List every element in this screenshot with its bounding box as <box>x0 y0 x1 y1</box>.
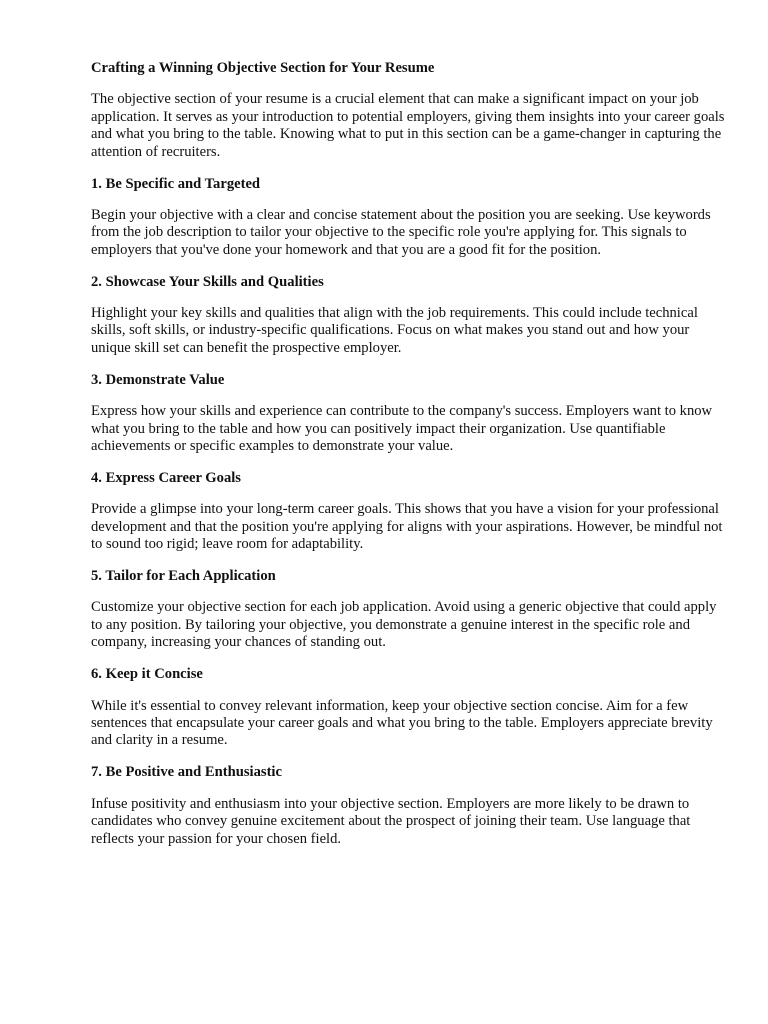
section-5 <box>91 568 731 652</box>
section-body: Provide a glimpse into your long-term career goals. This shows that you have a vision for your professional development and that the position you're applying for aligns with your aspirations. However, be mindful not to sound too rigid; leave room for adaptability. <box>91 501 723 553</box>
section-heading: 1. Be Specific and Targeted <box>91 175 261 192</box>
section-7 <box>91 764 731 848</box>
section-2 <box>91 274 731 358</box>
section-body: Customize your objective section for each job application. Avoid using a generic objective that could apply to any position. By tailoring your objective, you demonstrate a genuine interest in the specific role and company, increasing your chances of standing out. <box>91 599 717 651</box>
section-1 <box>91 176 731 260</box>
section-body: Begin your objective with a clear and concise statement about the position you are seeking. Use keywords from the job description to tailor your objective to the specific role you're applying for. This signals to employers that you've done your homework and that you are a good fit for the position. <box>91 206 711 258</box>
section-heading: 7. Be Positive and Enthusiastic <box>91 764 282 781</box>
section-heading: 2. Showcase Your Skills and Qualities <box>91 273 324 290</box>
document-page <box>91 60 731 862</box>
section-heading: 6. Keep it Concise <box>91 666 203 683</box>
section-body: While it's essential to convey relevant information, keep your objective section concise. Aim for a few sentences that encapsulate your career goals and what you bring to the table. Employers appreciate brevity and clarity in a resume. <box>91 697 713 749</box>
intro-paragraph: The objective section of your resume is a crucial element that can make a significant impact on your job application. It serves as your introduction to potential employers, giving them insights into your career goals and what you bring to the table. Knowing what to put in this section can be a game-changer in capturing the attention of recruiters. <box>91 91 725 160</box>
section-4 <box>91 470 731 554</box>
section-body: Express how your skills and experience can contribute to the company's success. Employers want to know what you bring to the table and how you can positively impact their organization. Use quantifiable achievements or specific examples to demonstrate your value. <box>91 403 713 454</box>
section-heading: 3. Demonstrate Value <box>91 371 225 388</box>
section-body: Highlight your key skills and qualities that align with the job requirements. This could include technical skills, soft skills, or industry-specific qualifications. Focus on what makes you stand out and how your unique skill set can benefit the prospective employer. <box>91 305 698 356</box>
section-body: Infuse positivity and enthusiasm into your objective section. Employers are more likely to be drawn to candidates who convey genuine excitement about the prospect of joining their team. Use language that reflects your passion for your chosen field. <box>91 795 691 847</box>
section-3 <box>91 372 731 456</box>
section-heading: 4. Express Career Goals <box>91 469 241 486</box>
document-title: Crafting a Winning Objective Section for Your Resume <box>91 60 435 76</box>
section-6 <box>91 666 731 750</box>
section-heading: 5. Tailor for Each Application <box>91 568 276 585</box>
